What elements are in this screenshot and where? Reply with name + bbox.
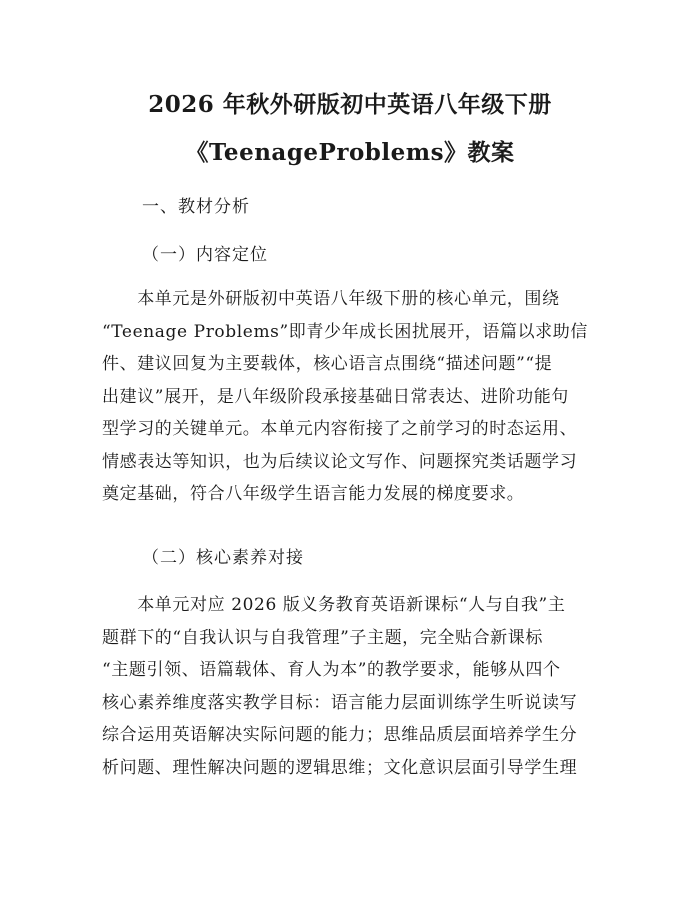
paragraph-line: 核心素养维度落实教学目标：语言能力层面训练学生听说读写 [102, 692, 578, 713]
paragraph-core-literacy [102, 589, 602, 784]
paragraph-line: 综合运用英语解决实际问题的能力；思维品质层面培养学生分 [102, 725, 578, 745]
paragraph-line: 奠定基础，符合八年级学生语言能力发展的梯度要求。 [102, 484, 525, 504]
section-heading-textbook-analysis: 一、教材分析 [142, 197, 250, 217]
paragraph-line: 本单元对应 2026 版义务教育英语新课标“人与自我”主 [102, 595, 566, 615]
paragraph-line: 题群下的“自我认识与自我管理”子主题，完全贴合新课标 [102, 627, 543, 648]
document-title-line-1: 2026 年秋外研版初中英语八年级下册 [148, 91, 552, 118]
subsection-heading-content-positioning: （一）内容定位 [142, 245, 268, 265]
paragraph-line: 本单元是外研版初中英语八年级下册的核心单元，围绕 [102, 289, 560, 309]
paragraph-line: “Teenage Problems”即青少年成长困扰展开，语篇以求助信 [102, 321, 588, 342]
document-title-line-2: 《TeenageProblems》教案 [185, 139, 515, 166]
paragraph-line: “主题引领、语篇载体、育人为本”的教学要求，能够从四个 [102, 660, 561, 680]
paragraph-line: 情感表达等知识，也为后续议论文写作、问题探究类话题学习 [102, 451, 578, 472]
paragraph-line: 析问题、理性解决问题的逻辑思维；文化意识层面引导学生理 [102, 757, 578, 778]
paragraph-line: 件、建议回复为主要载体，核心语言点围绕“描述问题”“提 [102, 354, 553, 374]
subsection-heading-core-literacy: （二）核心素养对接 [142, 548, 304, 568]
paragraph-line: 型学习的关键单元。本单元内容衔接了之前学习的时态运用、 [102, 419, 578, 439]
paragraph-content-positioning [102, 283, 602, 511]
paragraph-line: 出建议”展开，是八年级阶段承接基础日常表达、进阶功能句 [102, 386, 569, 407]
